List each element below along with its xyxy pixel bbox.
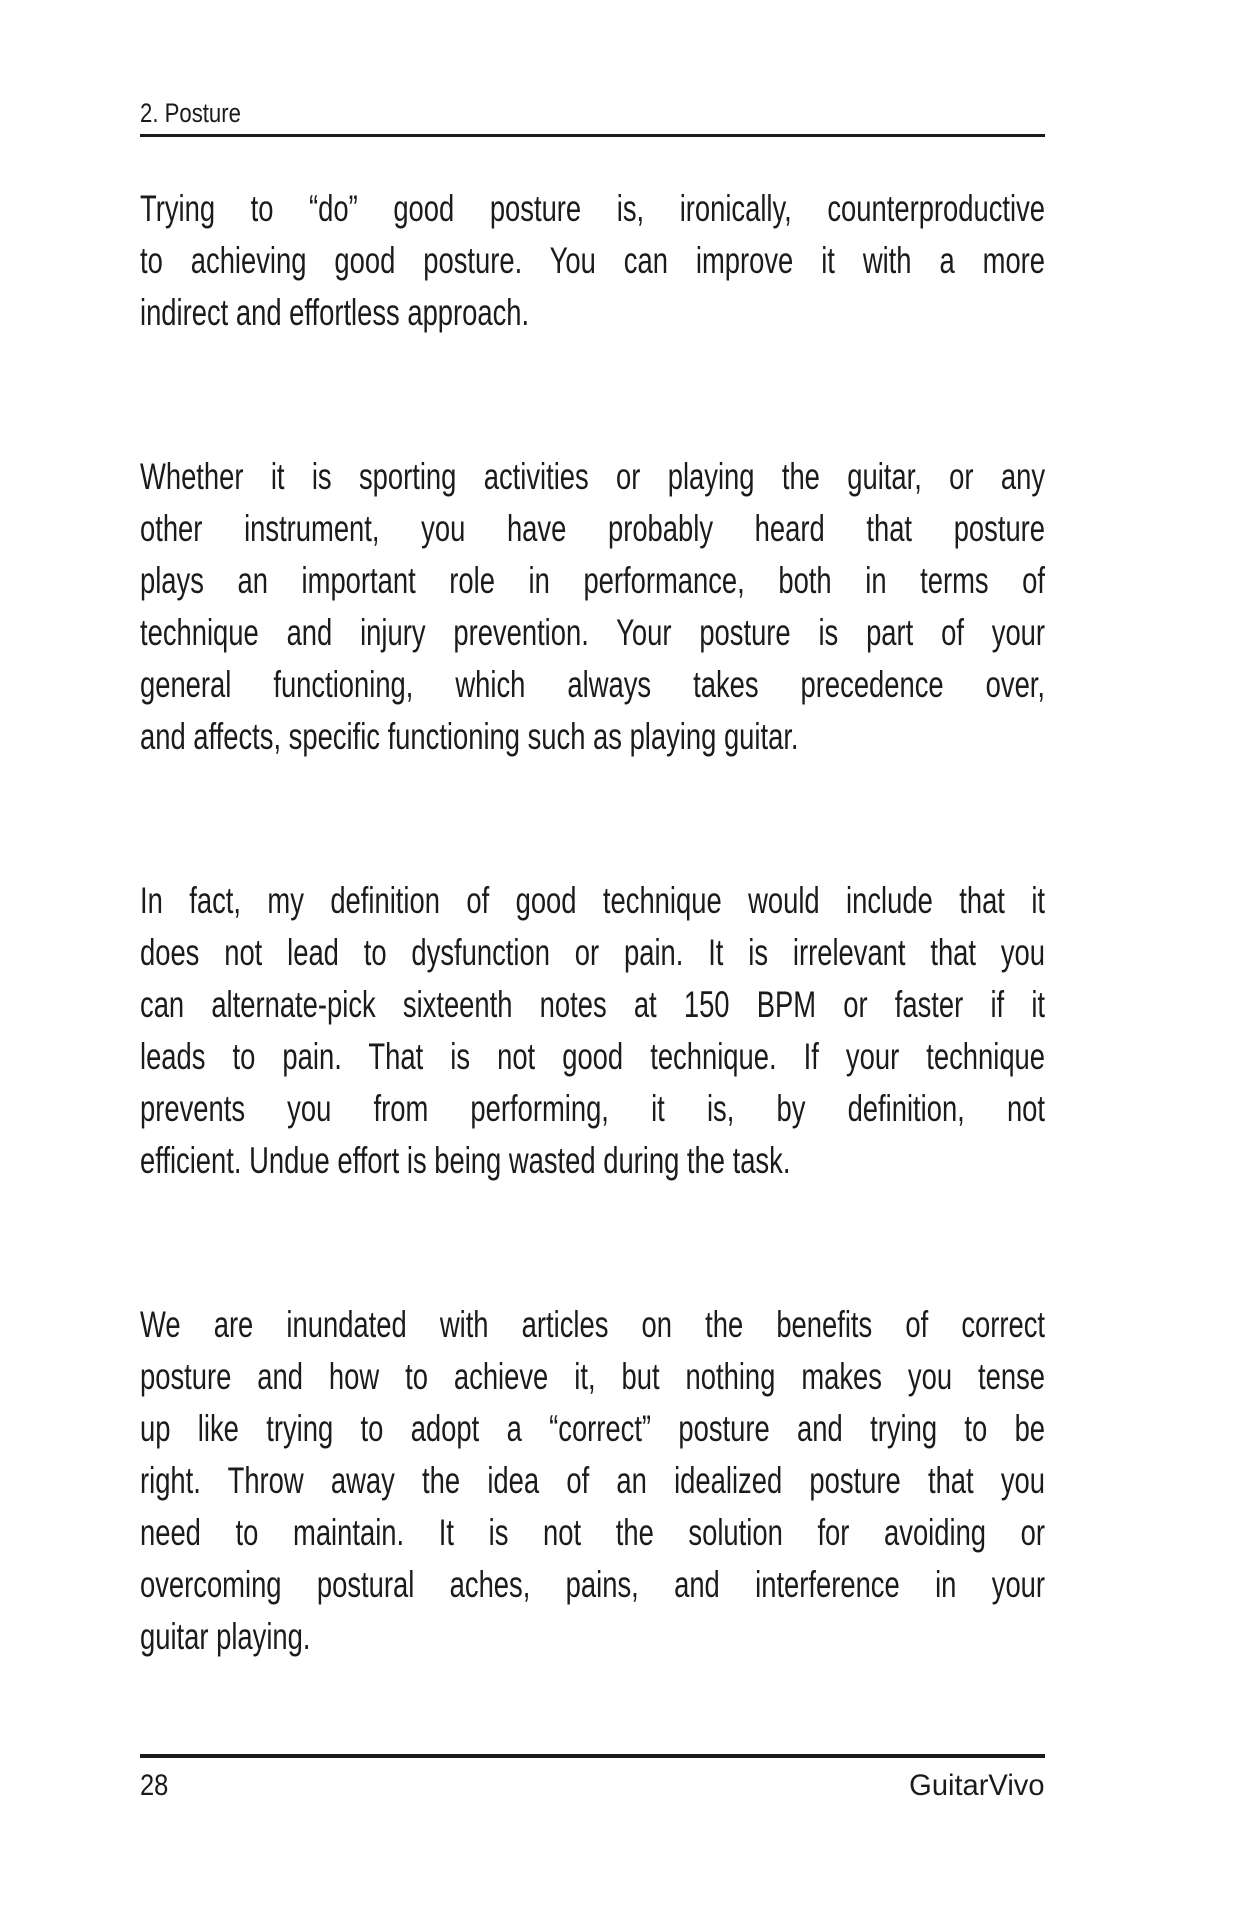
text-line: up like trying to adopt a “correct” posture and trying to be xyxy=(140,1408,1046,1449)
text-line: and affects, specific functioning such as playing guitar. xyxy=(140,716,799,757)
header-rule xyxy=(140,134,1045,137)
paragraph xyxy=(140,451,1045,763)
text-line: posture and how to achieve it, but nothing makes you tense xyxy=(140,1356,1046,1397)
text-line: efficient. Undue effort is being wasted during the task. xyxy=(140,1140,791,1181)
text-line: guitar playing. xyxy=(140,1616,311,1657)
text-line: right. Throw away the idea of an idealized posture that you xyxy=(140,1460,1046,1501)
text-line: overcoming postural aches, pains, and interference in your xyxy=(140,1564,1046,1605)
text-line: technique and injury prevention. Your posture is part of your xyxy=(140,612,1046,653)
page-number: 28 xyxy=(140,1769,169,1802)
text-line: indirect and effortless approach. xyxy=(140,292,530,333)
text-line: prevents you from performing, it is, by definition, not xyxy=(140,1088,1046,1129)
text-line: other instrument, you have probably heard that posture xyxy=(140,508,1046,549)
body-text xyxy=(140,183,1045,1663)
text-line: general functioning, which always takes precedence over, xyxy=(140,664,1046,705)
chapter-header xyxy=(140,97,1045,129)
text-line: plays an important role in performance, both in terms of xyxy=(140,560,1046,601)
brand-name: GuitarVivo xyxy=(909,1769,1045,1802)
text-line: In fact, my definition of good technique would include that it xyxy=(140,880,1046,921)
text-line: to achieving good posture. You can improve it with a more xyxy=(140,240,1046,281)
text-line: can alternate-pick sixteenth notes at 150 BPM or faster if it xyxy=(140,984,1046,1025)
text-line: need to maintain. It is not the solution for avoiding or xyxy=(140,1512,1046,1553)
paragraph xyxy=(140,183,1045,339)
chapter-title: 2. Posture xyxy=(140,98,241,128)
page-footer xyxy=(140,1768,1045,1804)
text-line: leads to pain. That is not good technique. If your technique xyxy=(140,1036,1046,1077)
text-line: Whether it is sporting activities or playing the guitar, or any xyxy=(140,456,1046,497)
footer-rule xyxy=(140,1754,1045,1758)
paragraph xyxy=(140,1299,1045,1663)
text-line: does not lead to dysfunction or pain. It is irrelevant that you xyxy=(140,932,1046,973)
text-line: Trying to “do” good posture is, ironically, counterproductive xyxy=(140,188,1046,229)
text-line: We are inundated with articles on the benefits of correct xyxy=(140,1304,1046,1345)
paragraph xyxy=(140,875,1045,1187)
